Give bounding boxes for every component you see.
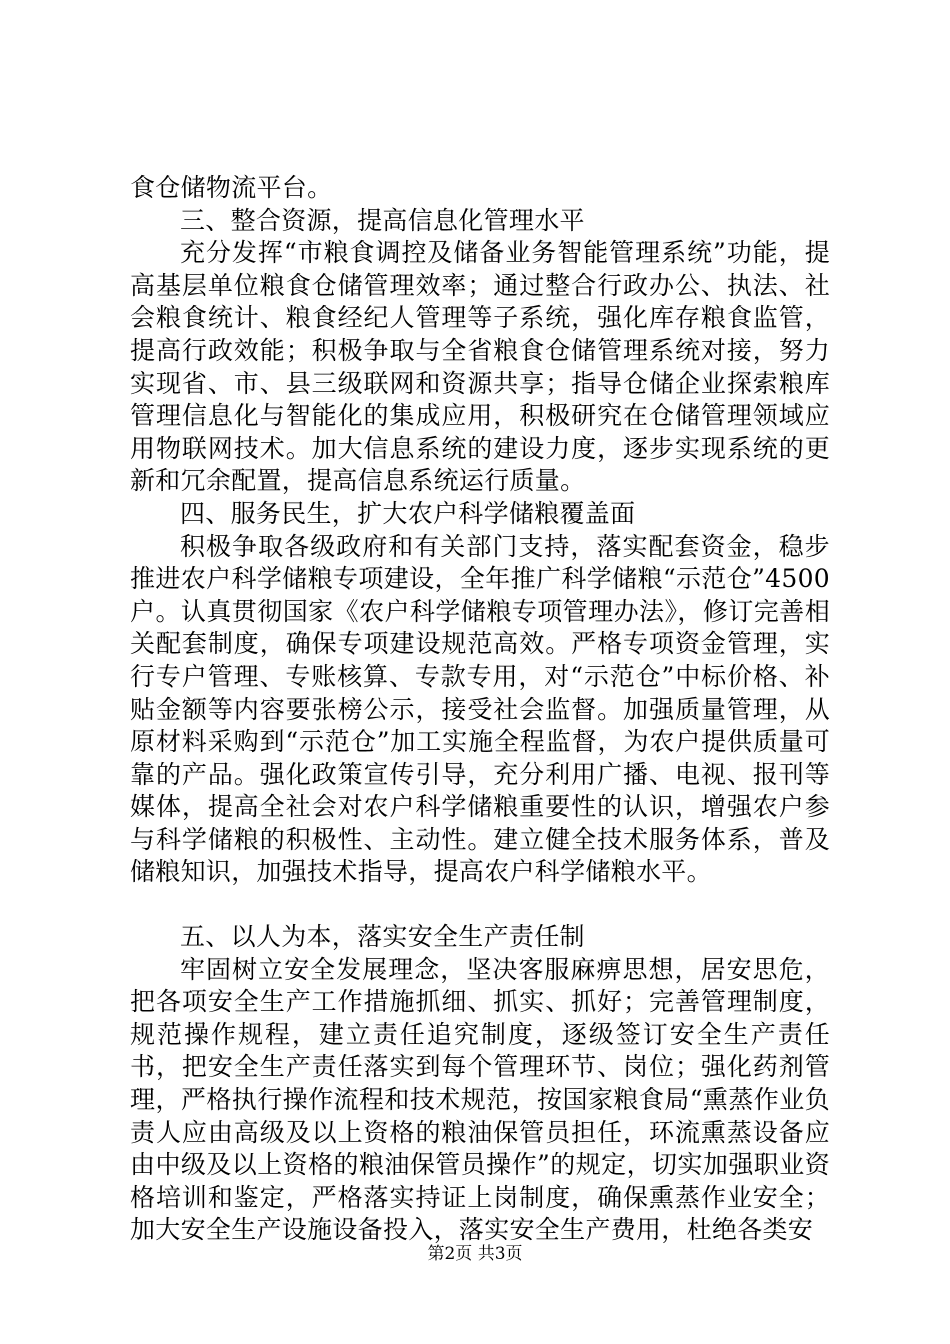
page-number-footer: 第2页 共3页 <box>427 1244 523 1264</box>
paragraph-section-4: 积极争取各级政府和有关部门支持，落实配套资金，稳步推进农户科学储粮专项建设，全年推广科学储粮“示范仓”4500户。认真贯彻国家《农户科学储粮专项管理办法》，修订完善相关配套制度，确保专项建设规范高效。严格专项资金管理，实行专户管理、专账核算、专款专用，对“示范仓”中标价格、补贴金额等内容要张榜公示，接受社会监督。加强质量管理，从原材料采购到“示范仓”加工实施全程监督，为农户提供质量可靠的产品。强化政策宣传引导，充分利用广播、电视、报刊等媒体，提高全社会对农户科学储粮重要性的认识，增强农户参与科学储粮的积极性、主动性。建立健全技术服务体系，普及储粮知识，加强技术指导，提高农户科学储粮水平。 <box>130 531 830 887</box>
section-heading-3: 三、整合资源，提高信息化管理水平 <box>180 205 585 235</box>
section-heading-5: 五、以人为本，落实安全生产责任制 <box>180 922 585 952</box>
paragraph-section-3: 充分发挥“市粮食调控及储备业务智能管理系统”功能，提高基层单位粮食仓储管理效率；通过整合行政办公、执法、社会粮食统计、粮食经纪人管理等子系统，强化库存粮食监管，提高行政效能；积极争取与全省粮食仓储管理系统对接，努力实现省、市、县三级联网和资源共享；指导仓储企业探索粮库管理信息化与智能化的集成应用，积极研究在仓储管理领域应用物联网技术。加大信息系统的建设力度，逐步实现系统的更新和冗余配置，提高信息系统运行质量。 <box>130 238 830 496</box>
section-heading-4: 四、服务民生，扩大农户科学储粮覆盖面 <box>180 498 636 528</box>
paragraph-continuation: 食仓储物流平台。 <box>130 173 333 202</box>
document-body <box>130 172 830 1247</box>
paragraph-section-5: 牢固树立安全发展理念，坚决客服麻痹思想，居安思危，把各项安全生产工作措施抓细、抓实、抓好；完善管理制度，规范操作规程，建立责任追究制度，逐级签订安全生产责任书，把安全生产责任落实到每个管理环节、岗位；强化药剂管理，严格执行操作流程和技术规范，按国家粮食局“熏蒸作业负责人应由高级及以上资格的粮油保管员担任，环流熏蒸设备应由中级及以上资格的粮油保管员操作”的规定，切实加强职业资格培训和鉴定，严格落实持证上岗制度，确保熏蒸作业安全；加大安全生产设施设备投入，落实安全生产费用，杜绝各类安 <box>130 954 830 1245</box>
